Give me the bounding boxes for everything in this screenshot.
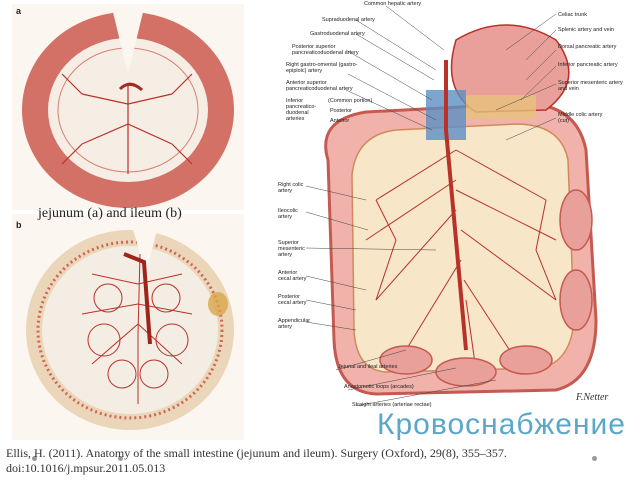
label-dorsal: Dorsal pancreatic artery: [558, 44, 617, 50]
slide-title: Кровоснабжение: [377, 408, 626, 441]
label-ant-sup-panc: Anterior superior pancreaticoduodenal artery: [286, 80, 353, 92]
label-posterior: Posterior: [330, 108, 353, 114]
label-post-cecal: Posterior cecal artery: [278, 294, 307, 306]
label-splenic: Splenic artery and vein: [558, 27, 614, 33]
label-ant-cecal: Anterior cecal artery: [278, 270, 307, 282]
label-common-hepatic: Common hepatic artery: [364, 1, 422, 7]
label-post-sup-panc: Posterior superior pancreaticoduodenal artery: [292, 44, 359, 56]
label-straight: Straight arteries (arteriae rectae): [352, 402, 432, 408]
label-anterior: Anterior: [330, 118, 350, 124]
svg-text:F.Netter: F.Netter: [576, 392, 609, 403]
label-ileocolic: Ileocolic artery: [278, 208, 298, 220]
label-appendicular: Appendicular artery: [278, 318, 311, 330]
anatomical-illustration: [256, 0, 640, 414]
label-inferior: Inferior pancreatico-duodenal arteries: [286, 98, 317, 122]
label-gastroduodenal: Gastroduodenal artery: [310, 31, 365, 37]
label-right-colic: Right colic artery: [278, 182, 304, 194]
label-common-portion: (Common portion): [328, 98, 373, 104]
label-sup-mes-av: Superior mesenteric artery and vein: [558, 80, 623, 92]
label-right-gastro: Right gastro-omental (gastro-epiploic) artery: [286, 62, 358, 74]
jejunum-image: [12, 4, 244, 210]
panel-a-letter: a: [16, 6, 22, 16]
caption-overlay: jejunum (a) and ileum (b): [38, 206, 182, 221]
ileum-vascular-diagram: [12, 214, 244, 440]
ileum-image: [12, 214, 244, 440]
label-middle-colic: Middle colic artery (cut): [558, 112, 603, 124]
label-sup-mes: Superior mesenteric artery: [278, 240, 305, 258]
label-jejunal-ileal: Jejunal and ileal arteries: [338, 364, 398, 370]
label-supraduodenal: Supraduodenal artery: [322, 17, 375, 23]
citation-line-2: doi:10.1016/j.mpsur.2011.05.013: [6, 461, 166, 475]
citation-line-1: Ellis, H. (2011). Anatomy of the small intestine (jejunum and ileum). Surgery (Oxford), 29(8), 355–357.: [6, 446, 507, 460]
label-celiac: Celiac trunk: [558, 12, 588, 18]
citation: [6, 446, 606, 476]
label-inf-panc: Inferior pancreatic artery: [558, 62, 618, 68]
panel-b-letter: b: [16, 220, 22, 230]
label-anastomotic: Anastomotic loops (arcades): [344, 384, 414, 390]
jejunum-vascular-diagram: [12, 4, 244, 210]
